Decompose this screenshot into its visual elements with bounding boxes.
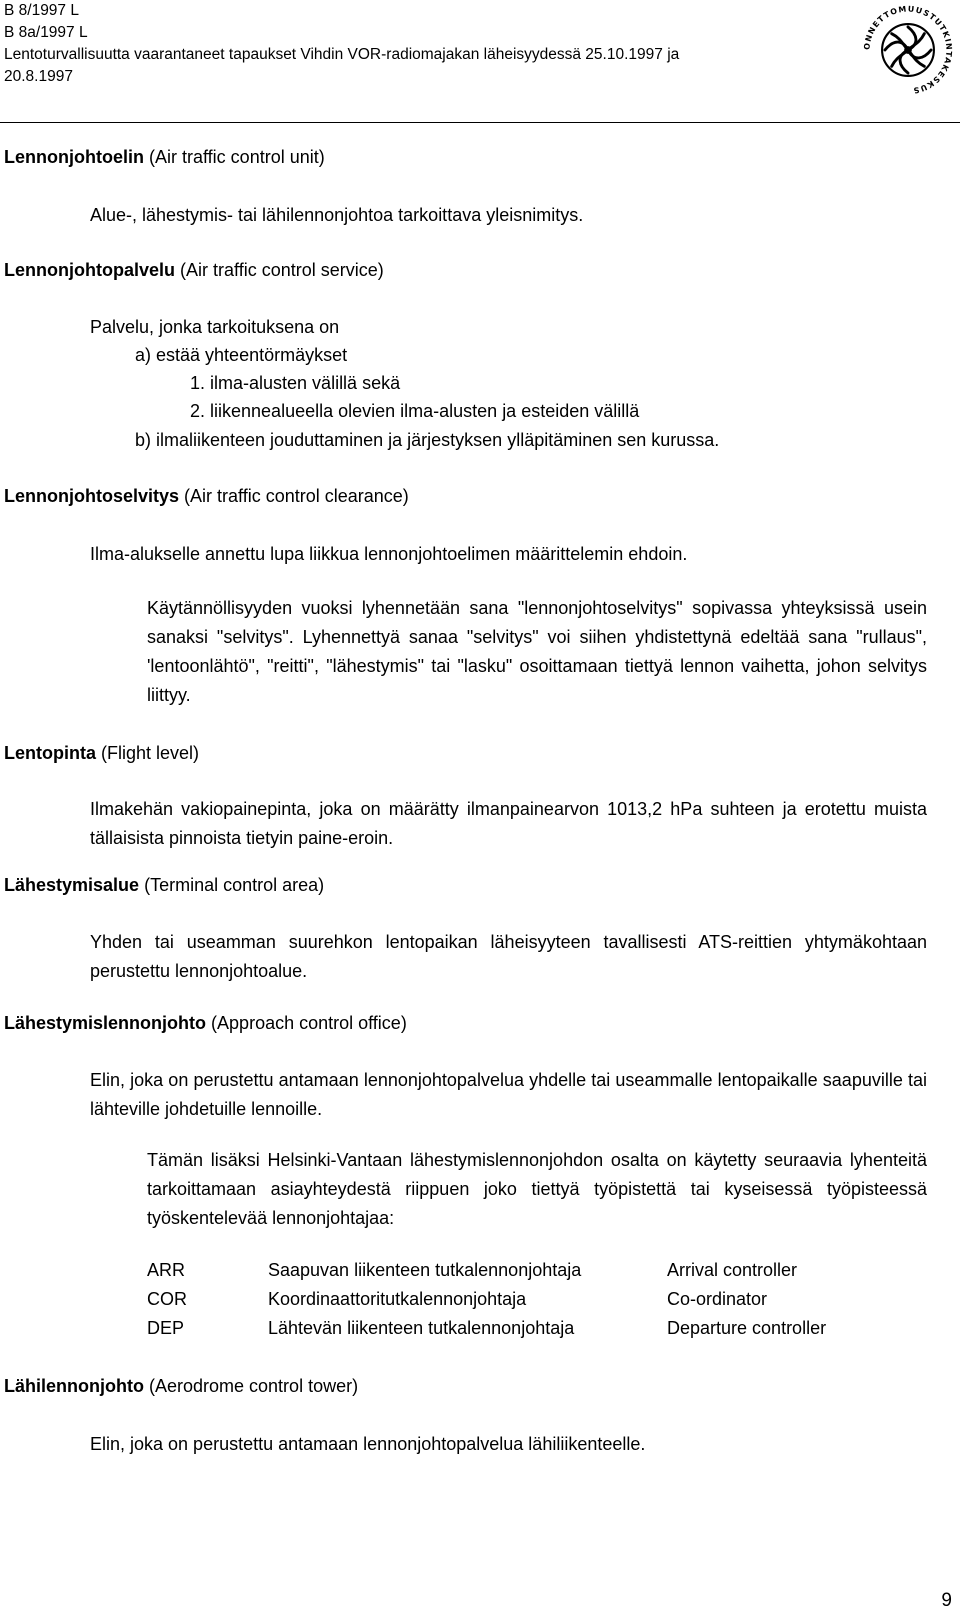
- abbreviation-finnish: Koordinaattoritutkalennonjohtaja: [268, 1289, 527, 1309]
- definition: Elin, joka on perustettu antamaan lennonjohtopalvelua yhdelle tai useammalle lentopaikalle saapuville tai lähteville johdetuille lennoille.: [90, 1070, 927, 1119]
- definition: Ilma-alukselle annettu lupa liikkua lennonjohtoelimen määrittelemin ehdoin.: [90, 544, 688, 564]
- entry-aerodrome-control-tower: [4, 1375, 358, 1397]
- definition: Yhden tai useamman suurehkon lentopaikan läheisyyteen tavallisesti ATS-reittien yhtymäkohtaan perustettu lennonjohtoalue.: [90, 932, 927, 981]
- term: Lähilennonjohto: [4, 1376, 144, 1396]
- logo-text: ONNETTOMUUSTUTKINTAKESKUS: [862, 4, 954, 96]
- abbreviation-english: Co-ordinator: [667, 1289, 768, 1309]
- abbreviation-code: COR: [147, 1289, 187, 1309]
- header-divider: [0, 122, 960, 123]
- entry-air-traffic-control-unit: [4, 146, 325, 168]
- term: Lähestymisalue: [4, 875, 140, 895]
- report-title: Lentoturvallisuutta vaarantaneet tapaukset Vihdin VOR-radiomajakan läheisyydessä 25.10.1997 ja: [4, 46, 680, 63]
- term-english: (Aerodrome control tower): [149, 1376, 359, 1396]
- term: Lennonjohtopalvelu: [4, 260, 175, 280]
- entry-air-traffic-control-service: [4, 259, 384, 281]
- term: Lentopinta: [4, 743, 96, 763]
- term: Lennonjohtoelin: [4, 147, 144, 167]
- entry-air-traffic-control-clearance: [4, 485, 409, 507]
- abbreviation-code: DEP: [147, 1318, 185, 1338]
- report-date: 20.8.1997: [4, 68, 73, 85]
- list-item-b: b) ilmaliikenteen jouduttaminen ja järjestyksen ylläpitäminen sen kurussa.: [135, 430, 720, 450]
- term-english: (Air traffic control clearance): [184, 486, 409, 506]
- entry-flight-level: [4, 742, 199, 764]
- abbreviation-finnish: Saapuvan liikenteen tutkalennonjohtaja: [268, 1260, 582, 1280]
- list-item-a: a) estää yhteentörmäykset: [135, 345, 348, 365]
- definition: Ilmakehän vakiopainepinta, joka on määrätty ilmanpainearvon 1013,2 hPa suhteen ja erotettu muista tällaisista pinnoista tietyin paine-eroin.: [90, 799, 927, 848]
- term: Lähestymislennonjohto: [4, 1013, 207, 1033]
- note: Tämän lisäksi Helsinki-Vantaan lähestymislennonjohdon osalta on käytetty seuraavia lyhenteitä tarkoittamaan asiayhteydestä riippuen joko tiettyä työpistettä tai kyseisessä työpisteessä työskentelevää lennonjohtajaa:: [147, 1150, 927, 1228]
- entry-approach-control-office: [4, 1012, 407, 1034]
- note: Käytännöllisyyden vuoksi lyhennetään sana "lennonjohtoselvitys" sopivassa yhteyksissä usein sanaksi "selvitys". Lyhennettyä sanaa "selvitys" voi siihen yhdistettynä edeltää sana "rullaus", 'lentoonlähtö", "reitti", "lähestymis" tai "lasku" osoittamaan tiettyä lennon vaihetta, johon selvitys liittyy.: [147, 598, 927, 705]
- report-id-2: B 8a/1997 L: [4, 24, 88, 41]
- abbreviation-english: Arrival controller: [667, 1260, 798, 1280]
- term-english: (Approach control office): [211, 1013, 407, 1033]
- definition: Elin, joka on perustettu antamaan lennonjohtopalvelua lähiliikenteelle.: [90, 1434, 646, 1454]
- list-item-a1: 1. ilma-alusten välillä sekä: [190, 373, 401, 393]
- page-number: 9: [941, 1590, 952, 1611]
- term-english: (Air traffic control unit): [149, 147, 325, 167]
- term-english: (Flight level): [101, 743, 200, 763]
- definition: Alue-, lähestymis- tai lähilennonjohtoa tarkoittava yleisnimitys.: [90, 205, 584, 225]
- abbreviation-finnish: Lähtevän liikenteen tutkalennonjohtaja: [268, 1318, 575, 1338]
- term: Lennonjohtoselvitys: [4, 486, 180, 506]
- term-english: (Terminal control area): [144, 875, 325, 895]
- report-id-1: B 8/1997 L: [4, 2, 79, 19]
- entry-terminal-control-area: [4, 874, 324, 896]
- term-english: (Air traffic control service): [180, 260, 384, 280]
- definition-intro: Palvelu, jonka tarkoituksena on: [90, 317, 340, 337]
- page-header: [4, 0, 854, 88]
- abbreviation-english: Departure controller: [667, 1318, 827, 1338]
- abbreviation-code: ARR: [147, 1260, 186, 1280]
- list-item-a2: 2. liikennealueella olevien ilma-alusten ja esteiden välillä: [190, 401, 640, 421]
- onnettomuustutkintakeskus-logo: [860, 2, 956, 98]
